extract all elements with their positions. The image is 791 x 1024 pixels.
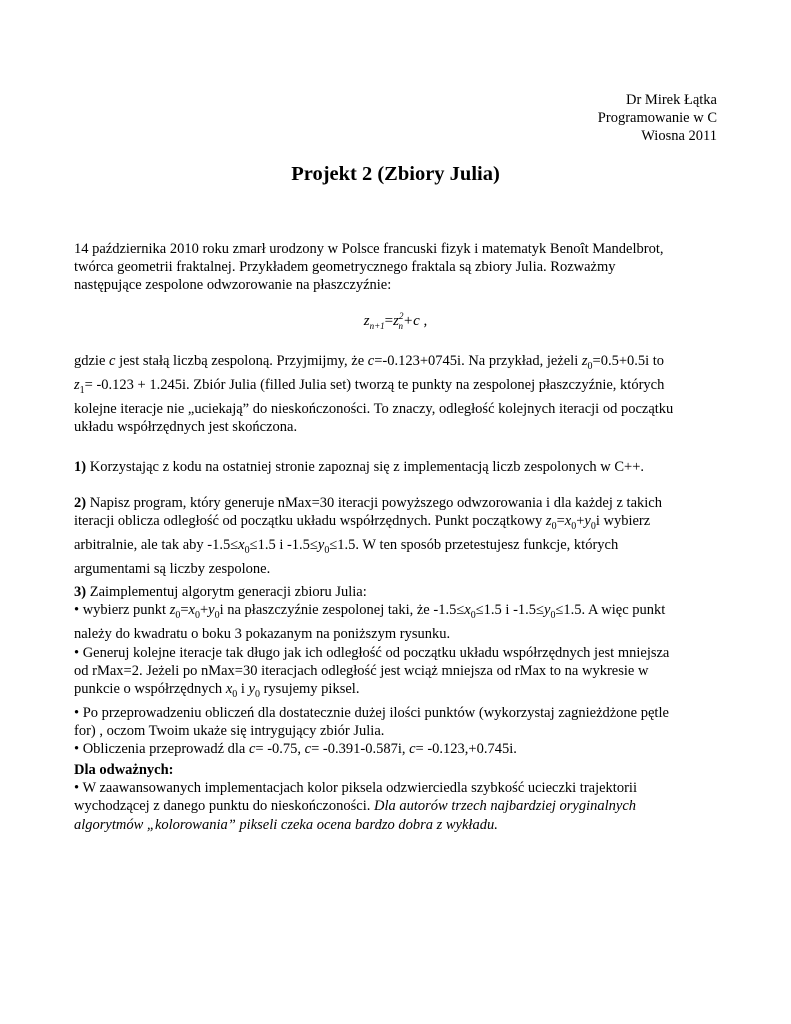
definition-paragraph: [74, 352, 717, 437]
task-3: [74, 583, 717, 759]
task-line: 2) Napisz program, który generuje nMax=30 iteracji powyższego odwzorowania i dla każdej z takich: [74, 495, 662, 511]
bonus-line: • W zaawansowanych implementacjach kolor piksela odzwierciedla szybkość ucieczki trajektorii: [74, 780, 637, 797]
intro-line: twórca geometrii fraktalnej. Przykładem geometrycznego fraktala są zbiory Julia. Rozważmy: [74, 259, 616, 276]
definition-line: $z_1= -0.123 + 1.245i$. Zbiór Julia (filled Julia set) tworzą te punkty na zespolonej płaszczyźnie, których: [74, 377, 665, 396]
document-title: Projekt 2 (Zbiory Julia): [291, 163, 500, 185]
task-1: [74, 458, 717, 476]
bullet-item: punkcie o współrzędnych $x_0$ i $y_0$ rysujemy piksel.: [74, 680, 360, 700]
bonus-section: [74, 761, 717, 834]
definition-line: kolejne iteracje nie „uciekają” do nieskończoności. To znaczy, odległość kolejnych iteracji od początku: [74, 401, 674, 418]
task-line: iteracji oblicza odległość od początku układu współrzędnych. Punkt początkowy $z_0=x_0+y_0i$ wybierz: [74, 513, 651, 533]
definition-line: gdzie c jest stałą liczbą zespoloną. Przyjmijmy, że c=-0.123+0745i. Na przykład, jeżeli $z_0=0.5+0.5i$ to: [74, 353, 665, 372]
document-header: [598, 91, 717, 145]
bonus-line: algorytmów „kolorowania” pikseli czeka ocena bardzo dobra z wykładu.: [74, 816, 498, 833]
bonus-heading: Dla odważnych:: [74, 762, 174, 778]
intro-line: 14 października 2010 roku zmarł urodzony w Polsce francuski fizyk i matematyk Benoît Mandelbrot,: [74, 241, 664, 257]
bullet-item: od rMax=2. Jeżeli po nMax=30 iteracjach odległość jest wciąż mniejsza od rMax to na wykresie w: [74, 662, 649, 679]
task-line: argumentami są liczby zespolone.: [74, 561, 271, 578]
task-line: arbitralnie, ale tak aby $-1.5\le x_0\le 1.5$ i $-1.5\le y_0\le 1.5$. W ten sposób przetestujesz funkcje, których: [74, 537, 619, 557]
author-name: Dr Mirek Łątka: [626, 92, 717, 108]
definition-line: układu współrzędnych jest skończona.: [74, 419, 298, 436]
intro-paragraph: [74, 240, 717, 295]
course-name: Programowanie w C: [597, 110, 717, 126]
bullet-item: for) , oczom Twoim ukaże się intrygujący zbiór Julia.: [74, 723, 385, 740]
intro-line: następujące zespolone odwzorowanie na płaszczyźnie:: [74, 277, 392, 294]
bullet-item: • Generuj kolejne iteracje tak długo jak ich odległość od początku układu współrzędnych jest mniejsza: [74, 644, 670, 661]
task-number: 1): [74, 459, 87, 475]
bullet-item: • Obliczenia przeprowadź dla c= -0.75, c= -0.391-0.587i, c= -0.123,+0.745i.: [74, 741, 517, 758]
bullet-item: • Po przeprowadzeniu obliczeń dla dostatecznie dużej ilości punktów (wykorzystaj zagnieżdżone pętle: [74, 705, 669, 721]
task-text: Korzystając z kodu na ostatniej stronie zapoznaj się z implementacją liczb zespolonych w C++.: [86, 459, 644, 475]
julia-formula: $z_{n+1}=z^2_n+c$ ,: [363, 311, 428, 331]
bullet-item: • wybierz punkt $z_0=x_0+y_0i$ na płaszczyźnie zespolonej taki, że $-1.5\le x_0\le 1.5$ i $-1.5\le y_0\le 1.5$. A więc punkt: [74, 602, 666, 622]
term-name: Wiosna 2011: [641, 128, 717, 144]
task-2: [74, 494, 717, 579]
bullet-item: należy do kwadratu o boku 3 pokazanym na poniższym rysunku.: [74, 626, 451, 643]
task-line: 3) Zaimplementuj algorytm generacji zbioru Julia:: [74, 584, 367, 600]
bonus-line: wychodzącej z danego punktu do nieskończoności. Dla autorów trzech najbardziej oryginalnych: [74, 798, 637, 815]
